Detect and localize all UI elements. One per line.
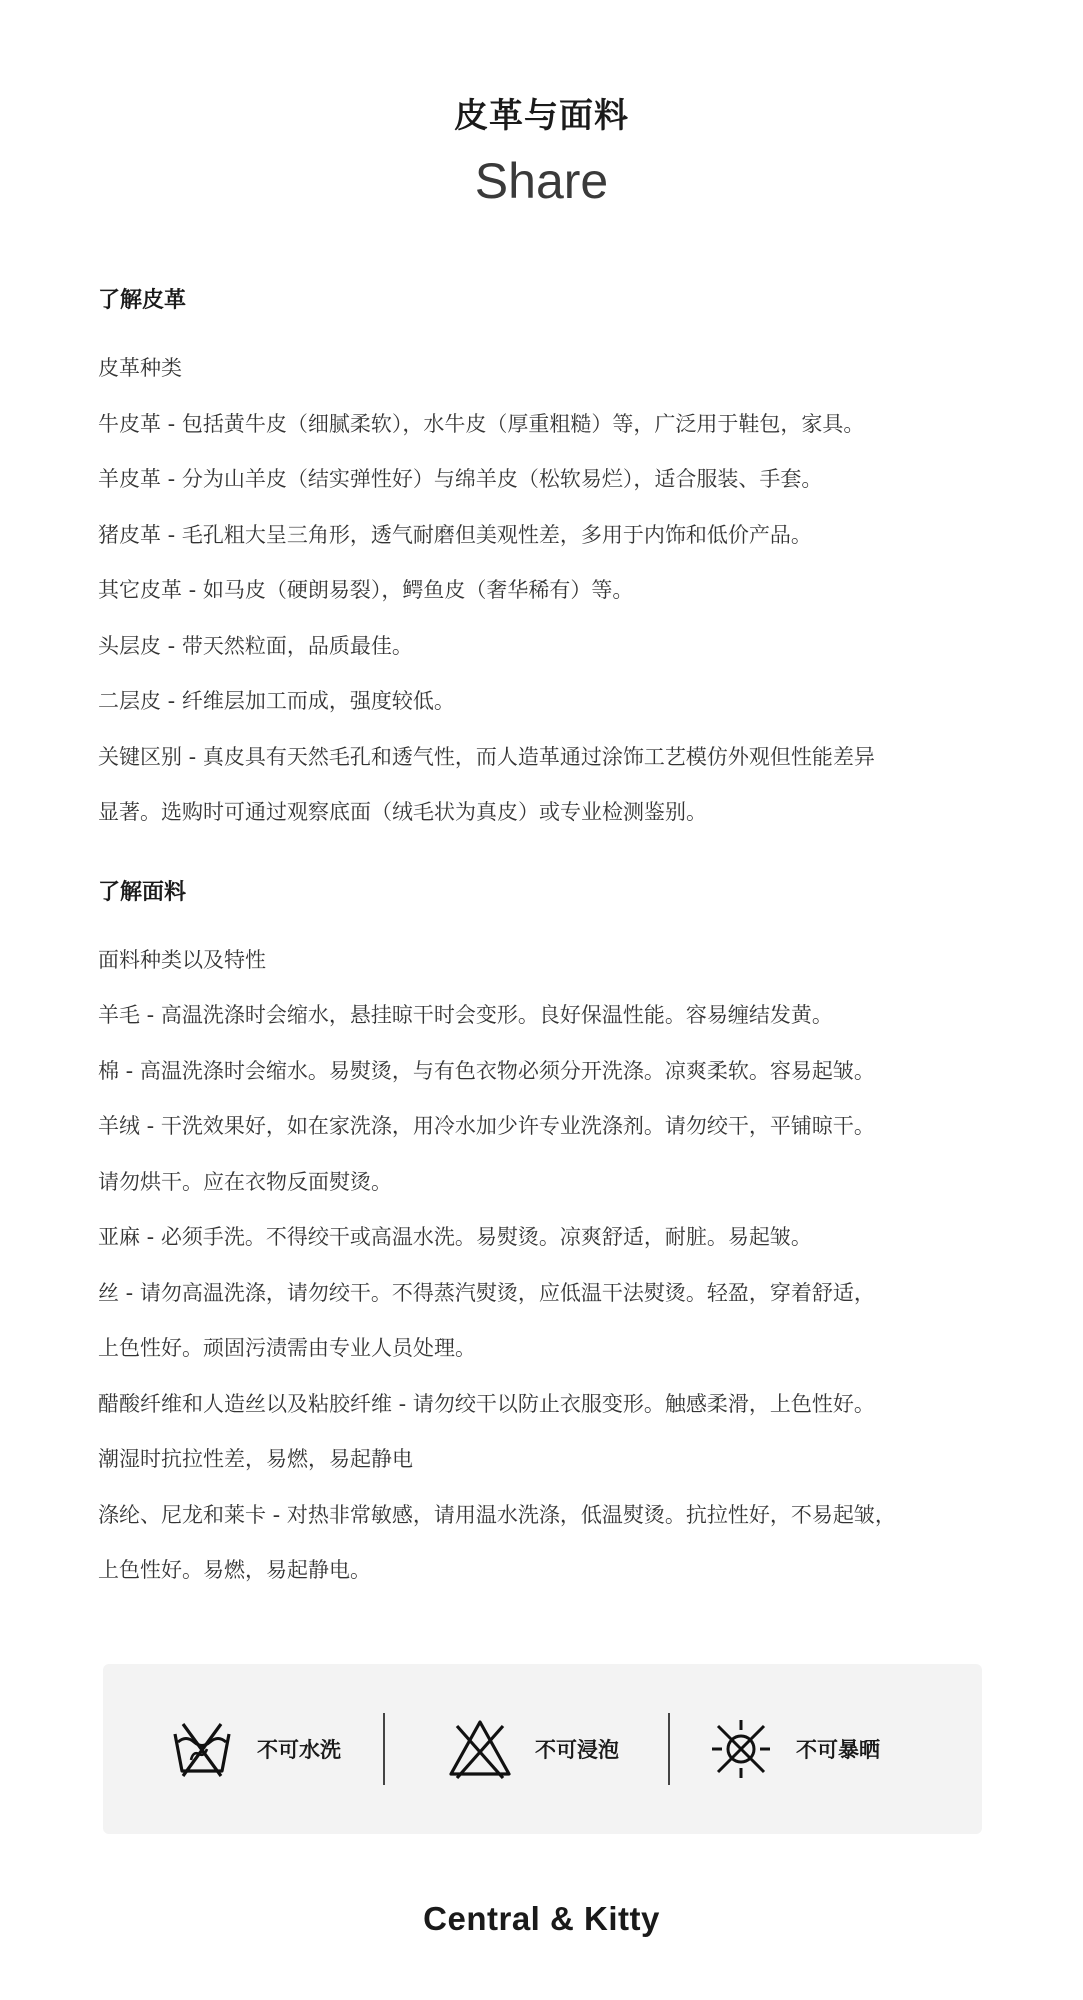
- no-sun-icon: [708, 1716, 774, 1782]
- leather-line: 显著。选购时可通过观察底面（绒毛状为真皮）或专业检测鉴别。: [98, 800, 707, 824]
- leather-line: 羊皮革 - 分为山羊皮（结实弹性好）与绵羊皮（松软易烂），适合服装、手套。: [98, 467, 823, 491]
- care-item-no-sun: [708, 1664, 880, 1834]
- leather-line: 其它皮革 - 如马皮（硬朗易裂），鳄鱼皮（奢华稀有）等。: [98, 578, 634, 602]
- leather-line: 猪皮革 - 毛孔粗大呈三角形，透气耐磨但美观性差，多用于内饰和低价产品。: [98, 522, 812, 547]
- no-soak-icon: [447, 1716, 513, 1782]
- fabric-line: 潮湿时抗拉性差，易燃，易起静电: [98, 1447, 413, 1471]
- care-item-no-soak: [447, 1664, 619, 1834]
- fabric-section: [98, 876, 998, 1599]
- leather-line: 头层皮 - 带天然粒面，品质最佳。: [98, 633, 413, 658]
- page-subtitle: Share: [474, 153, 609, 209]
- fabric-line: 丝 - 请勿高温洗涤，请勿绞干。不得蒸汽熨烫，应低温干法熨烫。轻盈，穿着舒适，: [98, 1280, 875, 1305]
- article-body: [98, 284, 998, 1599]
- care-item-no-wash: [169, 1664, 341, 1834]
- fabric-line: 羊绒 - 干洗效果好，如在家洗涤，用冷水加少许专业洗涤剂。请勿绞干，平铺晾干。: [98, 1114, 875, 1138]
- fabric-line: 上色性好。顽固污渍需由专业人员处理。: [98, 1336, 476, 1360]
- fabric-line: 涤纶、尼龙和莱卡 - 对热非常敏感，请用温水洗涤，低温熨烫。抗拉性好，不易起皱，: [98, 1502, 896, 1527]
- leather-heading: 了解皮革: [98, 288, 187, 313]
- leather-line: 牛皮革 - 包括黄牛皮（细腻柔软），水牛皮（厚重粗糙）等，广泛用于鞋包，家具。: [98, 411, 865, 436]
- brand-logo: Central & Kitty: [423, 1900, 660, 1937]
- page-title: 皮革与面料: [454, 96, 629, 136]
- care-instructions-panel: [103, 1664, 982, 1834]
- leather-section: [98, 284, 998, 841]
- fabric-line: 羊毛 - 高温洗涤时会缩水，悬挂晾干时会变形。良好保温性能。容易缠结发黄。: [98, 1003, 833, 1027]
- no-wash-icon: [169, 1716, 235, 1782]
- divider: [383, 1713, 385, 1785]
- leather-line: 二层皮 - 纤维层加工而成，强度较低。: [98, 689, 455, 713]
- leather-line: 关键区别 - 真皮具有天然毛孔和透气性，而人造革通过涂饰工艺模仿外观但性能差异: [98, 744, 875, 769]
- divider: [668, 1713, 670, 1785]
- fabric-line: 面料种类以及特性: [98, 947, 266, 972]
- fabric-line: 上色性好。易燃，易起静电。: [98, 1558, 371, 1582]
- leather-line: 皮革种类: [98, 356, 182, 380]
- fabric-line: 请勿烘干。应在衣物反面熨烫。: [98, 1169, 392, 1194]
- care-label: 不可水洗: [257, 1738, 341, 1762]
- fabric-line: 亚麻 - 必须手洗。不得绞干或高温水洗。易熨烫。凉爽舒适，耐脏。易起皱。: [98, 1225, 812, 1249]
- care-label: 不可浸泡: [535, 1738, 619, 1762]
- fabric-line: 棉 - 高温洗涤时会缩水。易熨烫，与有色衣物必须分开洗涤。凉爽柔软。容易起皱。: [98, 1058, 875, 1083]
- care-label: 不可暴晒: [796, 1738, 880, 1762]
- fabric-heading: 了解面料: [98, 879, 187, 905]
- fabric-line: 醋酸纤维和人造丝以及粘胶纤维 - 请勿绞干以防止衣服变形。触感柔滑，上色性好。: [98, 1391, 875, 1416]
